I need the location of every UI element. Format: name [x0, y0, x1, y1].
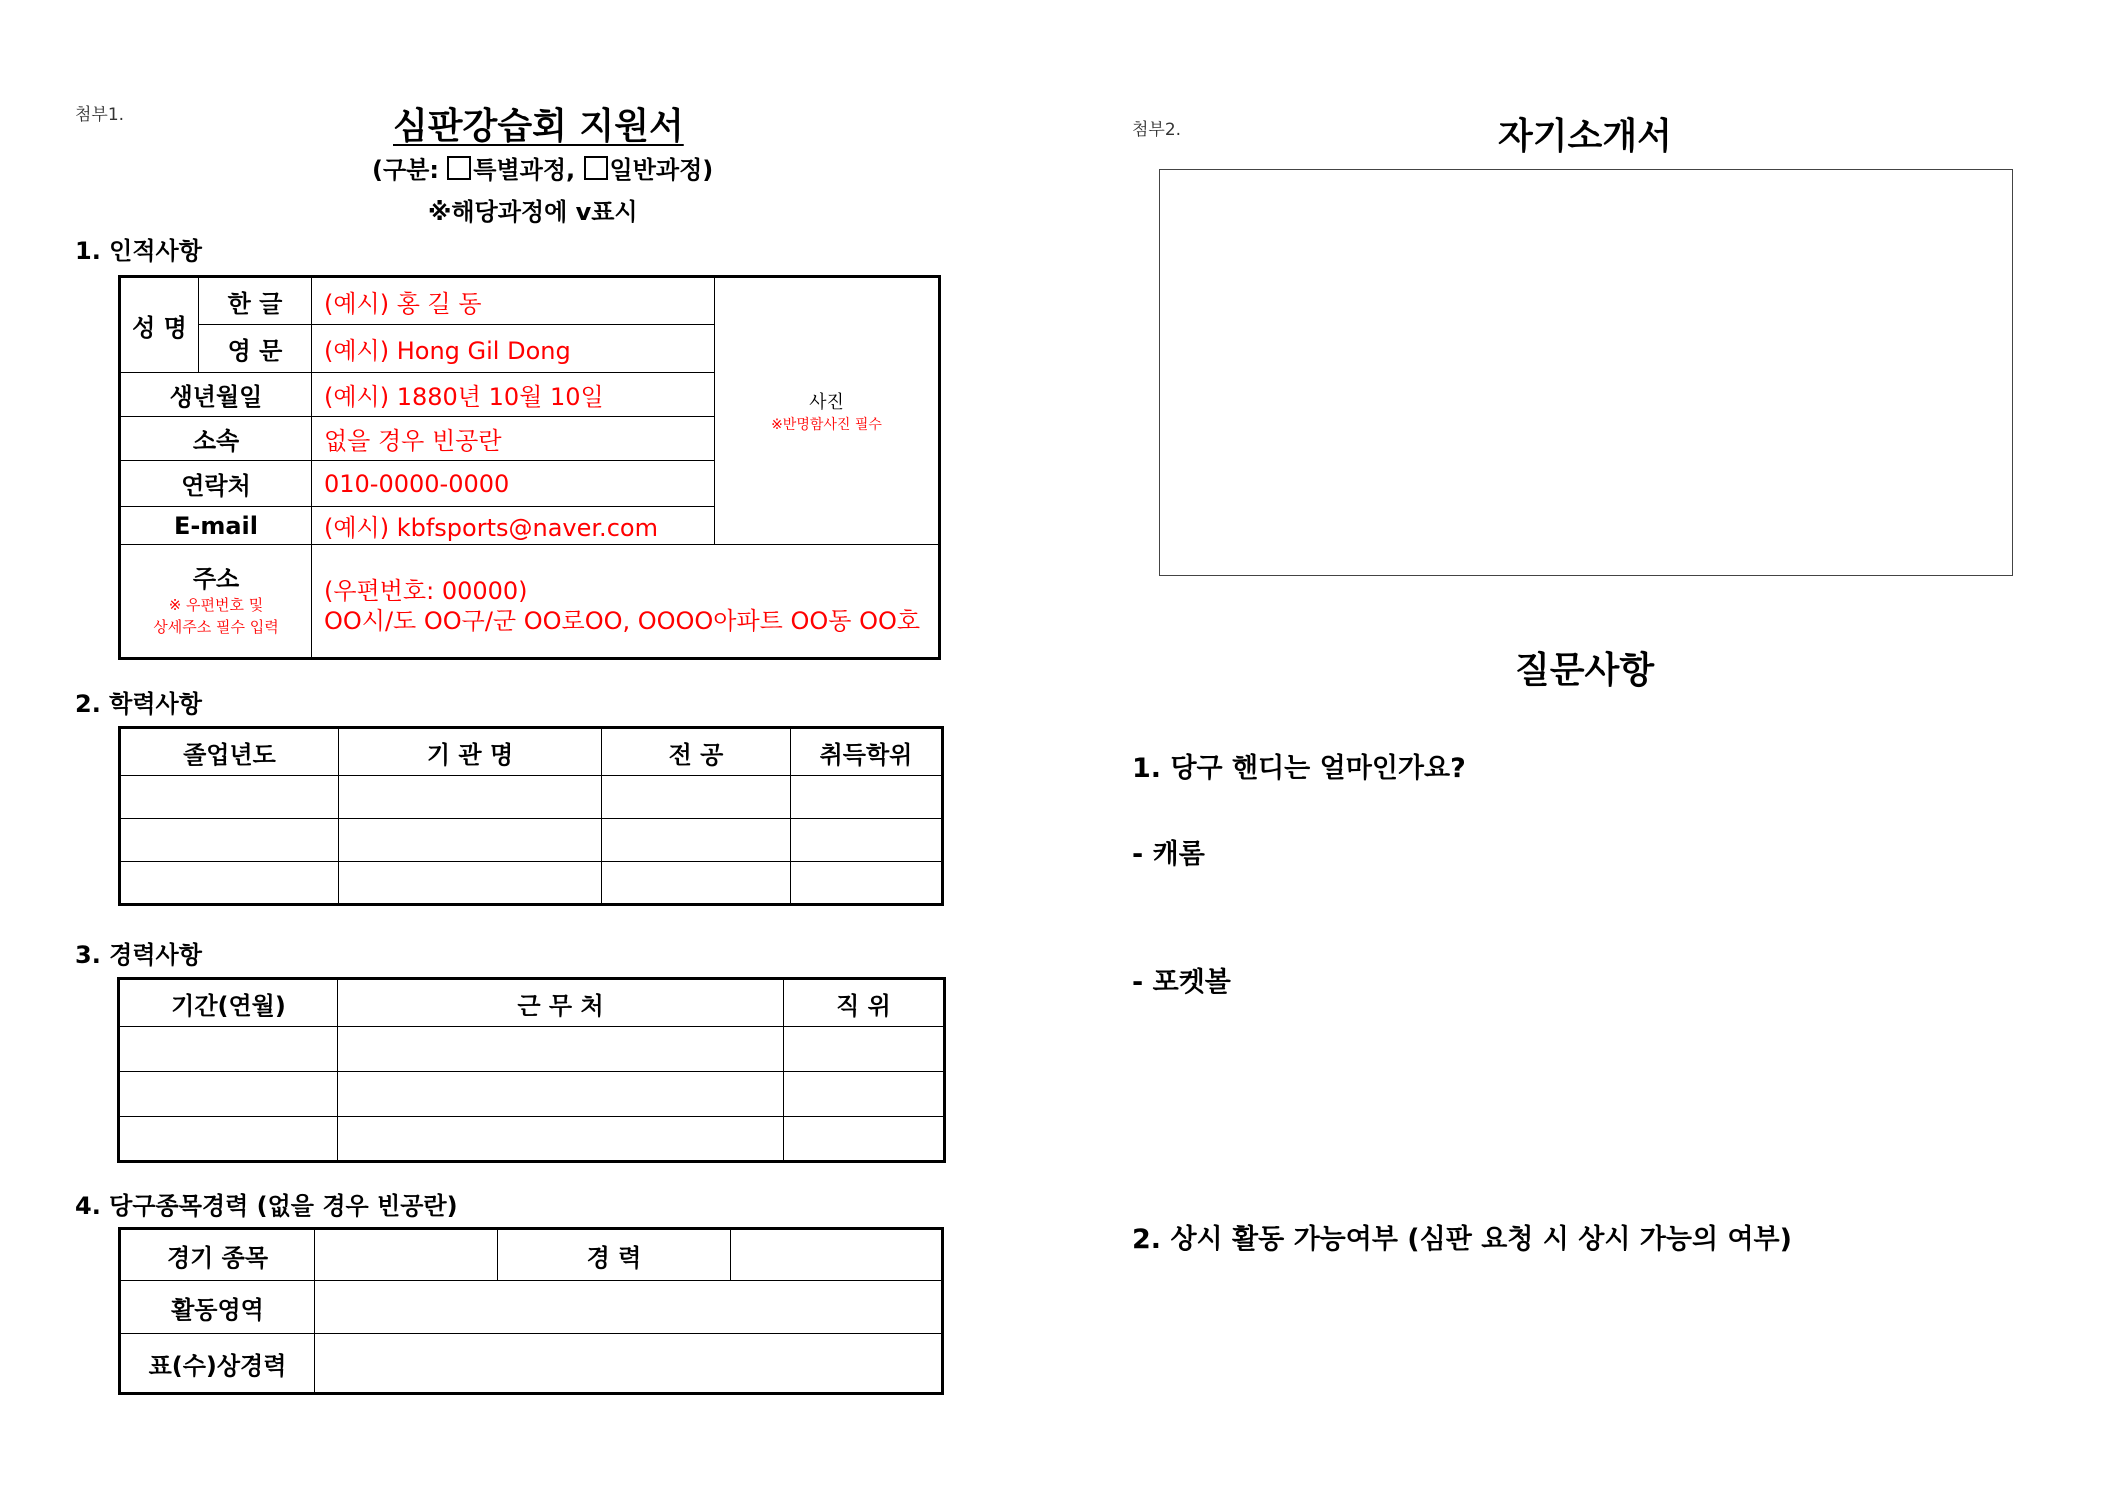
career-label: 경 력: [498, 1229, 731, 1281]
birth-label: 생년월일: [120, 373, 312, 417]
photo-note: ※반명함사진 필수: [771, 417, 882, 433]
table-cell[interactable]: [119, 1027, 338, 1072]
table-cell[interactable]: [120, 862, 339, 905]
education-header-degree: 취득학위: [791, 728, 943, 776]
table-cell[interactable]: [119, 1072, 338, 1117]
section1-heading: 1. 인적사항: [75, 237, 202, 265]
address-detail: OO시/도 OO구/군 OO로OO, OOOO아파트 OO동 OO호: [324, 607, 921, 635]
address-note-1: ※ 우편번호 및: [168, 596, 264, 614]
table-cell[interactable]: [339, 776, 602, 819]
section2-heading: 2. 학력사항: [75, 690, 202, 718]
address-label-cell: [120, 545, 312, 659]
table-cell[interactable]: [339, 862, 602, 905]
table-cell[interactable]: [791, 776, 943, 819]
form-title: 심판강습회 지원서: [393, 106, 684, 147]
event-label: 경기 종목: [120, 1229, 315, 1281]
birth-field[interactable]: (예시) 1880년 10월 10일: [312, 373, 715, 417]
answer-pocketball: - 포켓볼: [1132, 967, 1231, 998]
career-header-period: 기간(연월): [119, 979, 338, 1027]
award-field[interactable]: [315, 1334, 943, 1394]
special-course-checkbox[interactable]: [447, 156, 471, 180]
section4-heading: 4. 당구종목경력 (없을 경우 빈공란): [75, 1192, 458, 1220]
email-field[interactable]: (예시) kbfsports@naver.com: [312, 507, 715, 545]
answer-carom: - 캐롬: [1132, 839, 1205, 870]
table-row: [120, 776, 943, 819]
self-intro-box[interactable]: [1159, 169, 2013, 576]
table-row: [120, 819, 943, 862]
table-cell[interactable]: [784, 1117, 945, 1162]
course-prefix: (구분:: [372, 156, 448, 184]
education-header-year: 졸업년도: [120, 728, 339, 776]
career-table: [117, 977, 946, 1163]
activity-area-field[interactable]: [315, 1281, 943, 1334]
table-cell[interactable]: [338, 1072, 784, 1117]
affiliation-field[interactable]: 없을 경우 빈공란: [312, 417, 715, 461]
table-cell[interactable]: [784, 1072, 945, 1117]
address-label: 주소: [192, 565, 240, 593]
contact-label: 연락처: [120, 461, 312, 507]
attachment-label-1: 첨부1.: [75, 105, 125, 125]
special-course-label: 특별과정,: [473, 156, 576, 184]
table-cell[interactable]: [339, 819, 602, 862]
table-row: [119, 1027, 945, 1072]
activity-area-label: 활동영역: [120, 1281, 315, 1334]
question-1: 1. 당구 핸디는 얼마인가요?: [1132, 753, 1466, 784]
korean-name-field[interactable]: (예시) 홍 길 동: [312, 277, 715, 325]
general-course-checkbox[interactable]: [584, 156, 608, 180]
self-intro-title: 자기소개서: [1498, 116, 1672, 157]
course-line: [372, 150, 713, 185]
table-cell[interactable]: [791, 819, 943, 862]
affiliation-label: 소속: [120, 417, 312, 461]
name-label: 성 명: [120, 277, 199, 373]
email-label: E-mail: [120, 507, 312, 545]
table-cell[interactable]: [120, 819, 339, 862]
address-note-2: 상세주소 필수 입력: [153, 618, 279, 636]
education-header-major: 전 공: [602, 728, 791, 776]
table-cell[interactable]: [602, 819, 791, 862]
contact-field[interactable]: 010-0000-0000: [312, 461, 715, 507]
education-table: [118, 726, 944, 906]
career-field[interactable]: [731, 1229, 943, 1281]
table-cell[interactable]: [602, 862, 791, 905]
english-name-field[interactable]: (예시) Hong Gil Dong: [312, 325, 715, 373]
billiards-career-table: [118, 1227, 944, 1395]
questions-title: 질문사항: [1515, 650, 1655, 691]
table-cell[interactable]: [784, 1027, 945, 1072]
table-cell[interactable]: [791, 862, 943, 905]
course-note: ※해당과정에 v표시: [428, 198, 638, 226]
table-cell[interactable]: [338, 1117, 784, 1162]
attachment-label-2: 첨부2.: [1132, 120, 1182, 140]
award-label: 표(수)상경력: [120, 1334, 315, 1394]
address-postal: (우편번호: 00000): [324, 577, 528, 605]
career-header-position: 직 위: [784, 979, 945, 1027]
education-header-institution: 기 관 명: [339, 728, 602, 776]
english-name-label: 영 문: [199, 325, 312, 373]
table-row: [119, 1072, 945, 1117]
table-row: [119, 1117, 945, 1162]
table-row: [120, 862, 943, 905]
general-course-label: 일반과정): [609, 156, 714, 184]
korean-name-label: 한 글: [199, 277, 312, 325]
address-field[interactable]: [312, 545, 940, 659]
career-header-workplace: 근 무 처: [338, 979, 784, 1027]
photo-label: 사진: [809, 392, 844, 413]
question-2: 2. 상시 활동 가능여부 (심판 요청 시 상시 가능의 여부): [1132, 1224, 1792, 1255]
section3-heading: 3. 경력사항: [75, 941, 202, 969]
photo-box[interactable]: [715, 277, 940, 545]
table-cell[interactable]: [120, 776, 339, 819]
table-cell[interactable]: [119, 1117, 338, 1162]
table-cell[interactable]: [602, 776, 791, 819]
personal-info-table: [118, 275, 941, 660]
event-field[interactable]: [315, 1229, 498, 1281]
table-cell[interactable]: [338, 1027, 784, 1072]
